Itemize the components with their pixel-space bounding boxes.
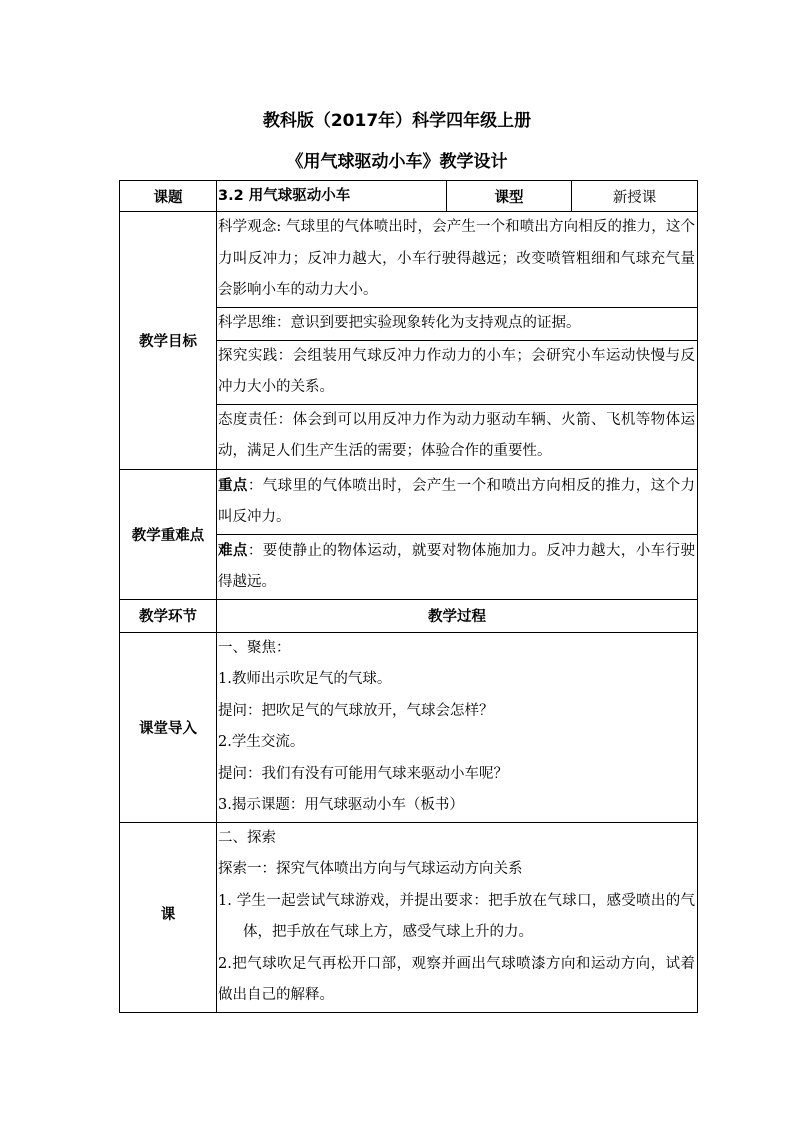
intro-line-4: 2.学生交流。 <box>218 734 305 750</box>
intro-line-6: 3.揭示课题：用气球驱动小车（板书） <box>218 797 464 813</box>
topic-row <box>120 181 698 212</box>
intro-label: 课堂导入 <box>120 632 217 822</box>
explore-item-1: 1. 学生一起尝试气球游戏，并提出要求：把手放在气球口，感受喷出的气体，把手放在气球上方，感受气球上升的力。 <box>218 892 695 940</box>
process-header-row <box>120 599 698 632</box>
explore-line-2: 探索一：探究气体喷出方向与气球运动方向关系 <box>218 861 523 877</box>
intro-line-1: 一、聚焦： <box>218 639 291 656</box>
intro-content <box>217 633 697 822</box>
intro-line-5: 提问：我们有没有可能用气球来驱动小车呢？ <box>218 765 508 782</box>
topic-value <box>217 181 447 212</box>
goal-cell-2 <box>217 308 698 341</box>
explore-label: 课 <box>120 822 217 1012</box>
document-subtitle: 《用气球驱动小车》教学设计 <box>286 152 508 172</box>
intro-line-2: 1.教师出示吹足气的气球。 <box>218 671 392 687</box>
keypoint-text <box>217 470 697 534</box>
goal-text-4: 态度责任：体会到可以用反冲力作为动力驱动车辆、火箭、飞机等物体运动，满足人们生产生活的需要；体验合作的重要性。 <box>218 411 695 459</box>
difficulty-prefix: 难点 <box>218 541 248 559</box>
intro-line-3: 提问：把吹足气的气球放开，气球会怎样？ <box>218 702 494 719</box>
topic-value-text: 3.2 用气球驱动小车 <box>218 187 351 204</box>
keypoint-cell <box>217 469 698 534</box>
difficulty-body: ：要使静止的物体运动，就要对物体施加力。反冲力越大，小车行驶得越远。 <box>218 542 696 590</box>
goal-cell-1 <box>217 212 698 308</box>
keypoint-row <box>120 469 698 534</box>
goal-text-1: 科学观念: 气球里的气体喷出时，会产生一个和喷出方向相反的推力，这个力叫反冲力；反冲力越大，小车行驶得越远；改变喷管粗细和气球充气量会影响小车的动力大小。 <box>218 219 695 298</box>
process-title: 教学过程 <box>217 599 698 632</box>
process-stage-label: 教学环节 <box>120 599 217 632</box>
keypoints-label: 教学重难点 <box>120 469 217 599</box>
explore-line-1: 二、探索 <box>218 829 276 846</box>
explore-content <box>217 823 697 1012</box>
intro-row <box>120 632 698 822</box>
explore-cell <box>217 822 698 1012</box>
difficulty-text <box>217 535 697 599</box>
goal-cell-4 <box>217 404 698 469</box>
intro-cell <box>217 632 698 822</box>
topic-label: 课题 <box>120 181 217 212</box>
goal-text-3: 探究实践：会组装用气球反冲力作动力的小车；会研究小车运动快慢与反冲力大小的关系。 <box>218 347 695 395</box>
lesson-plan-table <box>119 180 698 1013</box>
difficulty-cell <box>217 534 698 599</box>
lesson-type-label: 课型 <box>447 181 572 212</box>
goal-cell-3 <box>217 340 698 404</box>
goals-row-1 <box>120 212 698 308</box>
goals-label: 教学目标 <box>120 212 217 470</box>
explore-item-2: 2.把气球吹足气再松开口部，观察并画出气球喷漆方向和运动方向，试着做出自己的解释。 <box>218 955 695 1003</box>
lesson-type-value: 新授课 <box>572 181 698 212</box>
document-title: 教科版（2017年）科学四年级上册 <box>262 111 532 131</box>
explore-row <box>120 822 698 1012</box>
goal-text-2: 科学思维：意识到要把实验现象转化为支持观点的证据。 <box>218 315 581 331</box>
keypoint-prefix: 重点 <box>218 476 248 494</box>
keypoint-body: ：气球里的气体喷出时，会产生一个和喷出方向相反的推力，这个力叫反冲力。 <box>218 477 696 525</box>
